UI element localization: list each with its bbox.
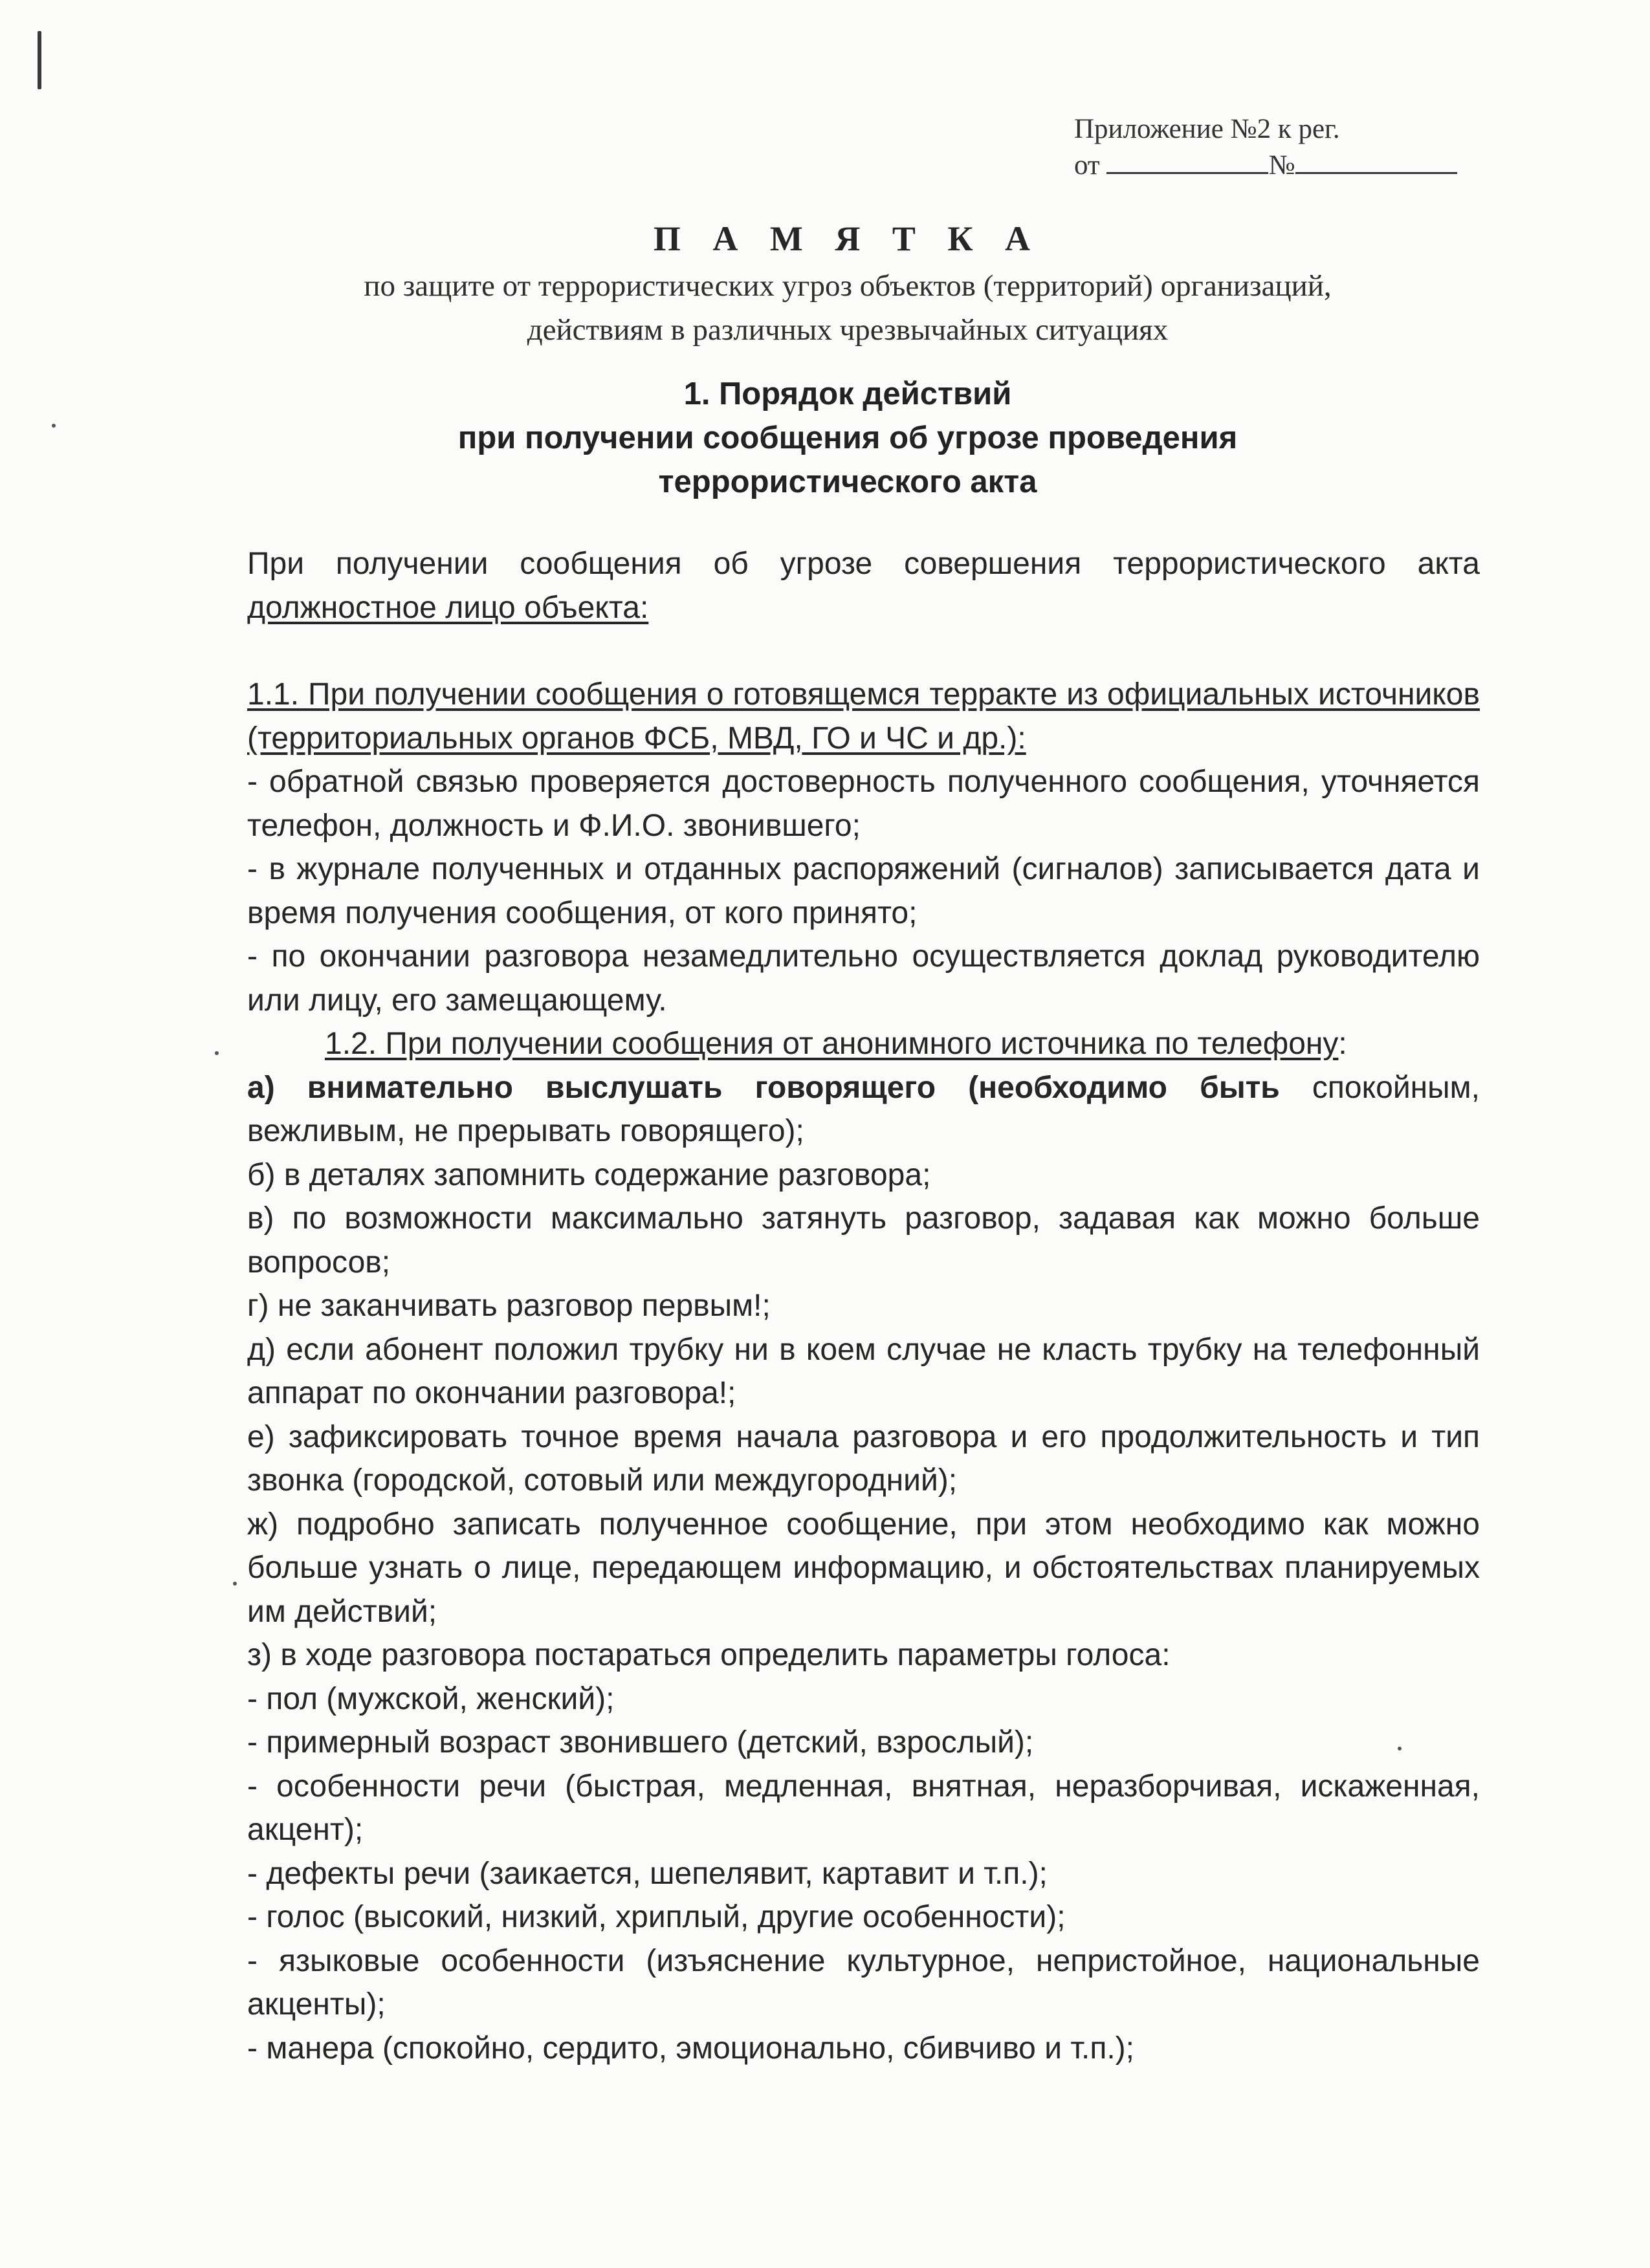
- voice-parameter-item: - примерный возраст звонившего (детский, взрослый);: [247, 1725, 1034, 1760]
- scan-speck: [52, 424, 56, 428]
- document-title: П А М Я Т К А: [653, 219, 1042, 258]
- list-item: в) по возможности максимально затянуть разговор, задавая как можно больше вопросов;: [247, 1201, 1480, 1280]
- voice-parameter-item: - манера (спокойно, сердито, эмоционально, сбивчиво и т.п.);: [247, 2031, 1134, 2066]
- subsection-1-1-item: - обратной связью проверяется достоверность полученного сообщения, уточняется телефон, должность и Ф.И.О. звонившего;: [247, 765, 1480, 843]
- list-item: е) зафиксировать точное время начала разговора и его продолжительность и тип звонка (городской, сотовый или междугородний);: [247, 1419, 1480, 1498]
- list-item: г) не заканчивать разговор первым!;: [247, 1289, 771, 1323]
- section-1-heading-line-2: при получении сообщения об угрозе проведения: [457, 420, 1238, 455]
- appendix-number-blank: [1295, 149, 1457, 174]
- subsection-1-1-heading: 1.1. При получении сообщения о готовящемся терракте из официальных источников (территориальных органов ФСБ, МВД, ГО и ЧС и др.):: [247, 677, 1480, 756]
- scan-artifact-mark: [38, 31, 41, 89]
- intro-paragraph: При получении сообщения об угрозе совершения террористического акта: [247, 547, 1480, 581]
- list-item-a: [247, 1066, 1480, 1153]
- document-subtitle-line-1: по защите от террористических угроз объектов (территорий) организаций,: [364, 269, 1332, 303]
- title-block: [214, 213, 1482, 352]
- appendix-note: [1074, 111, 1488, 184]
- subsection-1-2-heading-text: 1.2. При получении сообщения от анонимного источника по телефону: [325, 1027, 1339, 1061]
- list-item-a-rest: спокойным, вежливым, не прерывать говорящего);: [247, 1070, 1480, 1148]
- appendix-line-2: [1074, 147, 1488, 184]
- voice-parameter-item: - языковые особенности (изъяснение культурное, непристойное, национальные акценты);: [247, 1943, 1480, 2022]
- list-item-a-bold: а) внимательно выслушать говорящего (необходимо быть: [247, 1070, 1280, 1105]
- list-item: ж) подробно записать полученное сообщение, при этом необходимо как можно больше узнать о лице, передающем информацию, и обстоятельствах планируемых им действий;: [247, 1507, 1480, 1629]
- subsection-1-1-item: - по окончании разговора незамедлительно осуществляется доклад руководителю или лицу, его замещающему.: [247, 939, 1480, 1018]
- intro-underlined-subject: должностное лицо объекта:: [247, 590, 649, 625]
- appendix-line-1: Приложение №2 к рег.: [1074, 114, 1340, 144]
- section-1-heading-line-1: 1. Порядок действий: [683, 376, 1012, 411]
- appendix-date-blank: [1106, 149, 1268, 174]
- section-1-body: [247, 542, 1480, 2070]
- list-item: з) в ходе разговора постараться определить параметры голоса:: [247, 1638, 1171, 1672]
- section-1-heading-line-3: террористического акта: [658, 464, 1037, 499]
- voice-parameter-item: - голос (высокий, низкий, хриплый, другие особенности);: [247, 1900, 1066, 1934]
- subsection-1-1-item: - в журнале полученных и отданных распоряжений (сигналов) записывается дата и время получения сообщения, от кого принято;: [247, 852, 1480, 930]
- list-item: б) в деталях запомнить содержание разговора;: [247, 1157, 931, 1192]
- scan-speck: [233, 1582, 237, 1586]
- appendix-number-sign: №: [1268, 150, 1295, 180]
- voice-parameter-item: - дефекты речи (заикается, шепелявит, картавит и т.п.);: [247, 1856, 1048, 1891]
- subsection-1-2-colon: :: [1338, 1027, 1347, 1061]
- paragraph-gap: [247, 629, 1480, 673]
- list-item: д) если абонент положил трубку ни в коем случае не класть трубку на телефонный аппарат по окончании разговора!;: [247, 1332, 1480, 1410]
- subsection-1-2-heading: [247, 1022, 1480, 1066]
- voice-parameter-item: - особенности речи (быстрая, медленная, внятная, неразборчивая, искаженная, акцент);: [247, 1769, 1480, 1847]
- section-1-heading: [214, 372, 1482, 504]
- appendix-from-label: от: [1074, 150, 1100, 180]
- scan-speck: [215, 1051, 219, 1055]
- voice-parameter-item: - пол (мужской, женский);: [247, 1681, 615, 1716]
- document-subtitle-line-2: действиям в различных чрезвычайных ситуациях: [527, 313, 1169, 347]
